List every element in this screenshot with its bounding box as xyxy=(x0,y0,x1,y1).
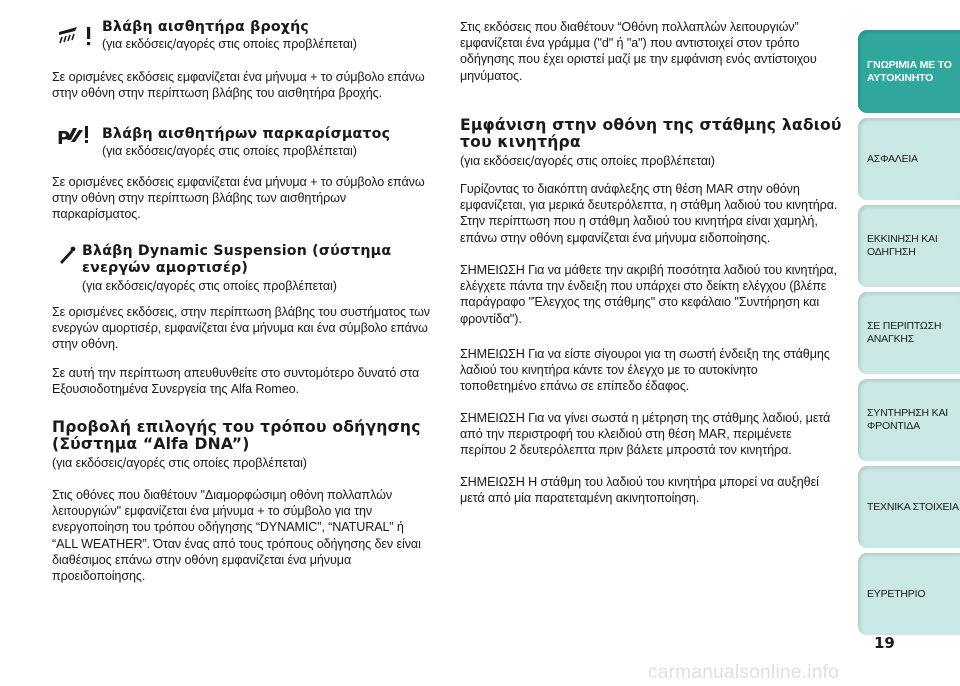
dna-title-line1: Προβολή επιλογής του τρόπου οδήγησης xyxy=(52,418,421,436)
text-line: ΣΗΜΕΙΩΣΗ Για να μάθετε την ακριβή ποσότητα λαδιού του κινητήρα, xyxy=(460,263,837,277)
text-line: περίπου 2 δευτερόλεπτα πριν βάλετε μπροστά τον κινητήρα. xyxy=(460,443,792,458)
text-line: Εξουσιοδοτημένα Συνεργεία της Alfa Romeo. xyxy=(52,382,299,397)
tab-label: ΕΚΚΙΝΗΣΗ ΚΑΙ ΟΔΗΓΗΣΗ xyxy=(867,233,938,258)
tab-label: ΑΣΦΑΛΕΙΑ xyxy=(867,152,918,165)
parking-sensor-text xyxy=(52,174,425,223)
text-line: Σε ορισμένες εκδόσεις εμφανίζεται ένα μήνυμα + το σύμβολο επάνω xyxy=(52,70,425,84)
text-line: εμφανίζεται ένα γράμμα ("d" ή "a") που αντιστοιχεί στον τρόπο xyxy=(460,36,800,51)
text-line: ελέγχετε πάντα την ένδειξη που υπάρχει στο δείκτη ελέγχου (βλέπε xyxy=(460,279,827,294)
text-line: ενεργών αμορτισέρ, εμφανίζεται ένα μήνυμα και ένα σύμβολο επάνω xyxy=(52,321,428,336)
text-line: Στις εκδόσεις που διαθέτουν “Οθόνη πολλαπλών λειτουργιών” xyxy=(460,20,799,34)
text-line: λειτουργιών" εμφανίζεται ένα μήνυμα + το σύμβολο για την xyxy=(52,504,373,519)
oil-level-title-line2: του κινητήρα xyxy=(460,133,581,151)
text-line: “ALL WEATHER”. Όταν ένας από τους τρόπους οδήγησης δεν είναι xyxy=(52,536,421,551)
text-line: Σε αυτή την περίπτωση απευθυνθείτε στο συντομότερο δυνατό στα xyxy=(52,366,420,380)
suspension-note xyxy=(52,365,419,397)
text-line: Στην περίπτωση που η στάθμη λαδιού του κινητήρα είναι χαμηλή, xyxy=(460,214,818,229)
oil-level-text xyxy=(460,181,837,246)
tab-emergency[interactable] xyxy=(858,292,960,374)
parking-sensor-title: Βλάβη αισθητήρων παρκαρίσματος xyxy=(102,126,391,142)
tab-maintenance[interactable] xyxy=(858,379,960,461)
text-line: ΣΗΜΕΙΩΣΗ Η στάθμη του λαδιού του κινητήρα μπορεί να αυξηθεί xyxy=(460,475,819,489)
tab-label: ΣΕ ΠΕΡΙΠΤΩΣΗ ΑΝΑΓΚΗΣ xyxy=(867,320,942,345)
page-number: 19 xyxy=(874,634,895,652)
parking-sensor-subtitle: (για εκδόσεις/αγορές στις οποίες προβλέπεται) xyxy=(102,144,357,158)
parking-sensor-icon xyxy=(55,124,95,150)
text-line: στην οθόνη στην περίπτωση βλάβης του αισθητήρα βροχής. xyxy=(52,86,383,101)
oil-level-subtitle: (για εκδόσεις/αγορές στις οποίες προβλέπεται) xyxy=(460,154,715,168)
svg-text:P: P xyxy=(57,128,71,149)
oil-note-3 xyxy=(460,410,830,459)
text-line: προειδοποίησης. xyxy=(52,569,146,584)
text-line: διαθέσιμος επάνω στην οθόνη εμφανίζεται ένα μήνυμα xyxy=(52,552,352,567)
oil-level-title-line1: Εμφάνιση στην οθόνη της στάθμης λαδιού xyxy=(460,116,842,134)
oil-note-2 xyxy=(460,346,830,395)
text-line: παράγραφο "Έλεγχος της στάθμης" στο κεφάλαιο "Συντήρηση και xyxy=(460,295,820,310)
text-line: Σε ορισμένες εκδόσεις, στην περίπτωση βλάβης του συστήματος των xyxy=(52,305,430,319)
text-line: οδήγησης που έχει οριστεί μαζί με την εμφάνιση ενός αντίστοιχου xyxy=(460,52,817,67)
text-line: παρκαρίσματος. xyxy=(52,207,141,222)
text-line: τοποθετημένο επάνω σε επίπεδο έδαφος. xyxy=(460,379,690,394)
text-line: εμφανίζεται, για μερικά δευτερόλεπτα, η στάθμη λαδιού του κινητήρα. xyxy=(460,198,838,213)
text-line: λαδιού του κινητήρα κάντε τον έλεγχο με το αυτοκίνητο xyxy=(460,363,758,378)
tab-index[interactable] xyxy=(858,553,960,635)
oil-note-4 xyxy=(460,474,819,506)
text-line: μηνύματος. xyxy=(460,68,523,83)
text-line: επάνω στην οθόνη εμφανίζεται ένα μήνυμα ειδοποίησης. xyxy=(460,230,771,245)
text-line: φροντίδα"). xyxy=(460,311,522,326)
suspension-title-line1: Βλάβη Dynamic Suspension (σύστημα xyxy=(82,243,392,259)
tab-getting-to-know[interactable] xyxy=(858,30,960,113)
rain-sensor-subtitle: (για εκδόσεις/αγορές στις οποίες προβλέπεται) xyxy=(102,37,357,51)
text-line: ενεργοποίηση του τρόπου οδήγησης “DYNAMIC”, “NATURAL” ή xyxy=(52,520,404,535)
dna-display-text xyxy=(460,19,817,84)
tab-technical-data[interactable] xyxy=(858,466,960,548)
rain-sensor-text xyxy=(52,69,425,101)
tab-safety[interactable] xyxy=(858,118,960,200)
suspension-subtitle: (για εκδόσεις/αγορές στις οποίες προβλέπεται) xyxy=(82,279,337,293)
dna-subtitle: (για εκδόσεις/αγορές στις οποίες προβλέπεται) xyxy=(52,456,307,470)
text-line: Γυρίζοντας το διακόπτη ανάφλεξης στη θέση MAR στην οθόνη xyxy=(460,182,800,196)
text-line: ΣΗΜΕΙΩΣΗ Για να γίνει σωστά η μέτρηση της στάθμης λαδιού, μετά xyxy=(460,411,831,425)
tab-label: ΤΕΧΝΙΚΑ ΣΤΟΙΧΕΙΑ xyxy=(867,500,959,513)
rain-sensor-icon xyxy=(55,24,95,54)
oil-note-1 xyxy=(460,262,837,327)
text-line: Σε ορισμένες εκδόσεις εμφανίζεται ένα μήνυμα + το σύμβολο επάνω xyxy=(52,175,425,189)
tab-label: ΕΥΡΕΤΗΡΙΟ xyxy=(867,587,926,600)
text-line: από την περιστροφή του κλειδιού στη θέση MAR, περιμένετε xyxy=(460,427,792,442)
text-line: στην οθόνη στην περίπτωση βλάβης των αισθητήρων xyxy=(52,191,347,206)
text-line: μετά από μία παρατεταμένη ακινητοποίηση. xyxy=(460,491,700,506)
suspension-text xyxy=(52,304,430,353)
watermark: carmanualsonline.info xyxy=(648,662,840,683)
suspension-icon xyxy=(57,245,77,265)
dna-title-line2: (Σύστημα “Alfa DNA”) xyxy=(52,435,250,453)
text-line: Στις οθόνες που διαθέτουν "Διαμορφώσιμη οθόνη πολλαπλών xyxy=(52,488,393,502)
suspension-title-line2: ενεργών αμορτισέρ) xyxy=(82,260,249,276)
tab-label: ΓΝΩΡΙΜΙΑ ΜΕ ΤΟ ΑΥΤΟΚΙΝΗΤΟ xyxy=(867,58,952,84)
dna-text xyxy=(52,487,421,584)
text-line: στην οθόνη. xyxy=(52,337,119,352)
tab-starting-driving[interactable] xyxy=(858,205,960,287)
rain-sensor-title: Βλάβη αισθητήρα βροχής xyxy=(102,19,310,35)
text-line: ΣΗΜΕΙΩΣΗ Για να είστε σίγουροι για τη σωστή ένδειξη της στάθμης xyxy=(460,347,830,361)
tab-label: ΣΥΝΤΗΡΗΣΗ ΚΑΙ ΦΡΟΝΤΙΔΑ xyxy=(867,407,948,432)
